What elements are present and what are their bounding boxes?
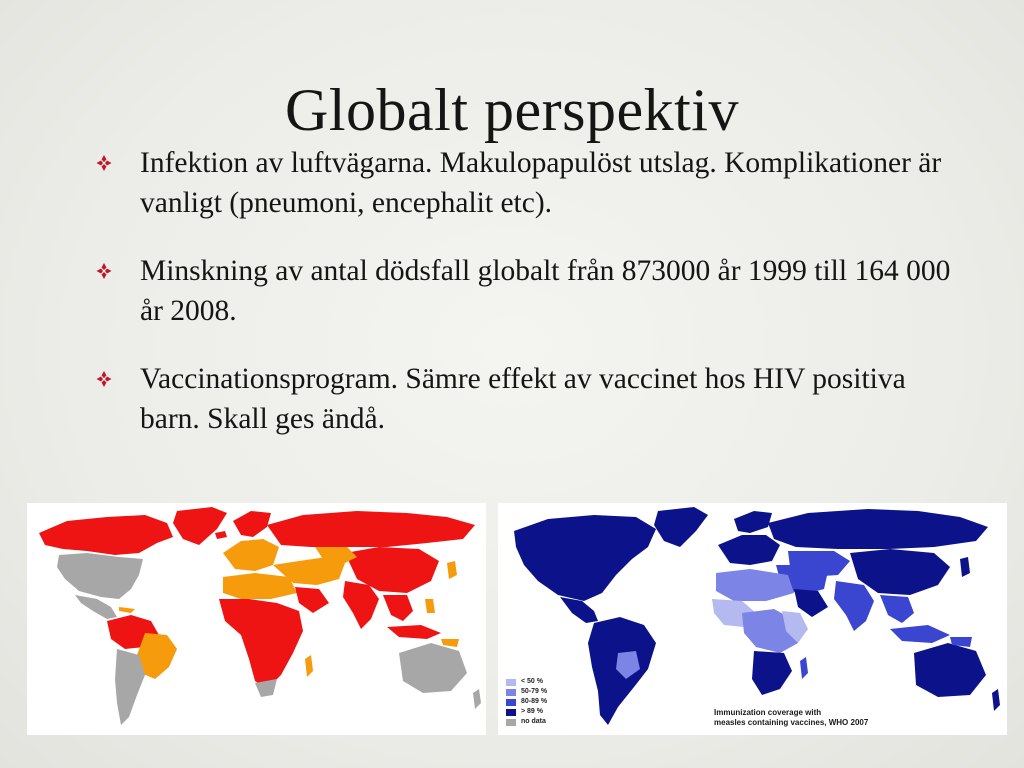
diamond-bullet-icon [96,154,112,172]
map-region-philippines [425,599,435,613]
map-region-greenland [173,507,227,545]
legend-row [506,717,547,727]
bullet-list [90,143,970,467]
map-region-europe [223,539,279,571]
map-caption-line: measles containing vaccines, WHO 2007 [714,718,869,727]
bullet-text: Vaccinationsprogram. Sämre effekt av vaccinet hos HIV positiva barn. Skall ges ändå. [140,363,906,435]
legend-label: > 89 % [521,708,543,715]
map-region-madagascar [800,657,808,679]
map-region-se-asia [880,595,914,623]
map-region-southern-africa [752,651,792,695]
map-region-scandinavia [734,511,772,533]
map-region-iceland [215,531,227,539]
map-region-india [834,581,874,631]
legend-row [506,677,547,687]
map-region-arabia [295,587,329,613]
legend-swatch [506,689,516,696]
legend-row [506,687,547,697]
map-legend [506,677,547,727]
legend-swatch [506,699,516,706]
map-region-central-america [75,595,117,619]
map-caption-line: Immunization coverage with [714,708,822,717]
map-region-madagascar [305,655,313,677]
map-region-southern-cone [115,649,145,725]
map-region-se-asia [383,595,413,621]
map-caption [714,708,934,728]
map-region-new-guinea [441,639,459,647]
map-region-north-africa [223,573,297,599]
bullet-text: Minskning av antal dödsfall globalt från 873000 år 1999 till 164 000 år 2008. [140,255,951,327]
world-map-image [498,503,1007,735]
map-region-new-zealand [473,689,481,709]
legend-label: 80-89 % [521,698,548,705]
legend-label: 50-79 % [521,688,548,695]
bullet-item [90,251,970,331]
bullet-text: Infektion av luftvägarna. Makulopapulöst utslag. Komplikationer är vanligt (pneumoni, encephalit etc). [140,147,942,219]
legend-swatch [506,719,516,726]
map-region-north-america [514,515,656,601]
map-region-scandinavia [233,511,271,537]
legend-swatch [506,709,516,716]
map-region-australia [399,643,467,693]
map-region-australia [914,643,986,697]
map-region-sub-saharan-africa [219,599,303,689]
map-region-europe [718,535,780,565]
slide-title: Globalt perspektiv [285,77,739,144]
bullet-item [90,143,970,223]
legend-label: no data [521,718,546,725]
map-region-india [343,581,379,629]
legend-row [506,697,547,707]
map-region-russia [768,509,988,549]
measles-world-map [27,503,486,735]
legend-row [506,707,547,717]
diamond-bullet-icon [96,370,112,388]
diamond-bullet-icon [96,262,112,280]
bullet-item [90,359,970,439]
immunization-coverage-map [498,503,1007,735]
map-region-north-america-north [39,515,173,555]
map-region-indonesia [890,625,950,643]
world-map-image [27,503,486,735]
map-region-greenland [654,507,708,547]
legend-label: < 50 % [521,678,543,685]
map-region-russia [267,511,475,547]
map-region-central-america [560,597,598,623]
map-region-arabia [794,589,828,617]
map-region-new-zealand [992,689,1000,711]
map-region-indonesia [387,625,441,639]
map-region-japan [447,561,457,579]
map-region-caribbean [119,607,135,613]
legend-swatch [506,679,516,686]
map-region-japan [960,557,970,577]
map-region-usa [57,553,143,599]
